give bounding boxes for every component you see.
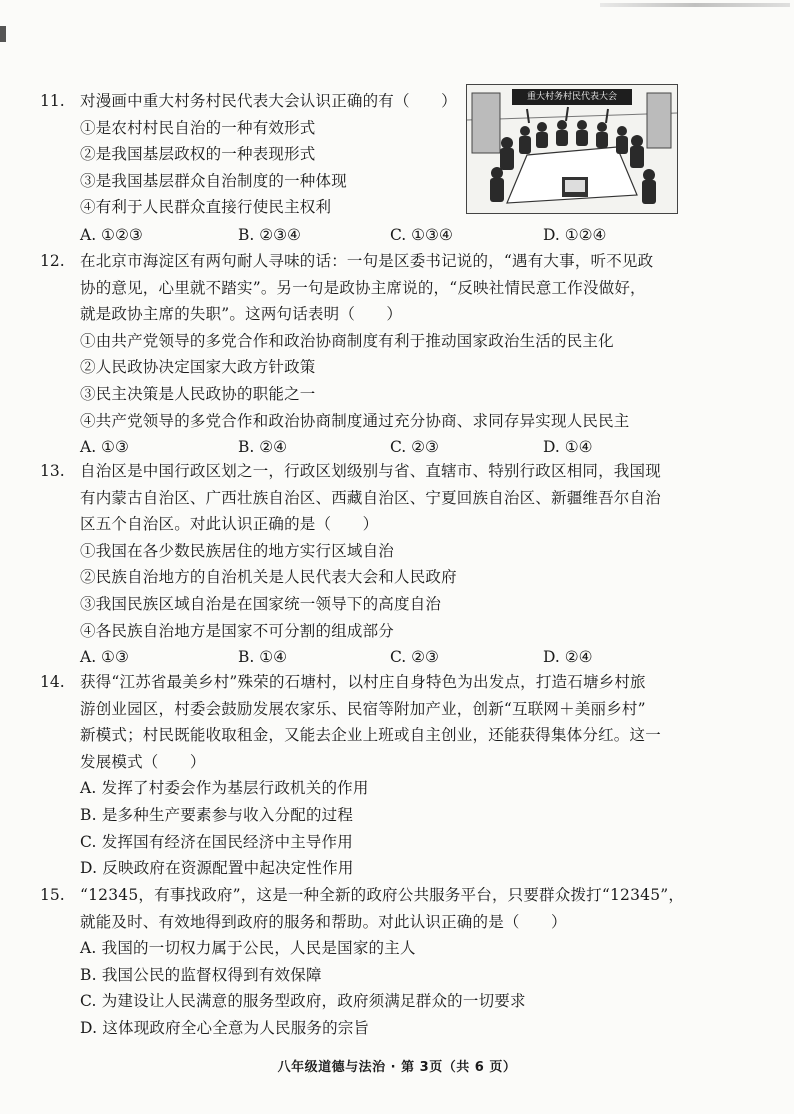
option-a[interactable]: A. ①②③ <box>80 226 143 244</box>
stem-line: 发展模式（ ） <box>80 752 206 771</box>
option-c[interactable]: C. ②③ <box>390 438 439 456</box>
option-d[interactable]: D. ②④ <box>543 648 593 666</box>
meeting-cartoon <box>466 84 678 214</box>
option-d[interactable]: D. ①④ <box>543 438 593 456</box>
question-stem <box>80 248 680 434</box>
option-c[interactable]: C. ②③ <box>390 648 439 666</box>
statement-item: ④有利于人民群众直接行使民主权利 <box>80 198 332 217</box>
option-d[interactable]: D. ①②④ <box>543 226 607 244</box>
choice-b[interactable]: B. 是多种生产要素参与收入分配的过程 <box>80 805 354 824</box>
option-c[interactable]: C. ①③④ <box>390 226 453 244</box>
question-number: 14. <box>40 673 65 691</box>
statement-item: ②人民政协决定国家大政方针政策 <box>80 358 316 377</box>
stem-line: 新模式；村民既能收取租金，又能去企业上班或自主创业，还能获得集体分红。这一 <box>80 726 661 745</box>
option-a[interactable]: A. ①③ <box>80 438 129 456</box>
statement-item: ③是我国基层群众自治制度的一种体现 <box>80 171 347 190</box>
choice-b[interactable]: B. 我国公民的监督权得到有效保障 <box>80 965 322 984</box>
question-number: 13. <box>40 462 65 480</box>
question-number: 15. <box>40 886 65 904</box>
statement-item: ①由共产党领导的多党合作和政治协商制度有利于推动国家政治生活的民主化 <box>80 331 614 350</box>
choice-a[interactable]: A. 发挥了村委会作为基层行政机关的作用 <box>80 779 369 798</box>
stem-line: 对漫画中重大村务村民代表大会认识正确的有（ ） <box>80 92 457 110</box>
question-stem <box>80 458 680 644</box>
stem-line: 获得“江苏省最美乡村”殊荣的石塘村，以村庄自身特色为出发点，打造石塘乡村旅 <box>80 673 646 691</box>
cartoon-banner: 重大村务村民代表大会 <box>512 89 632 105</box>
stem-line: 就是政协主席的失职”。这两句话表明（ ） <box>80 305 403 324</box>
stem-line: 游创业园区，村委会鼓励发展农家乐、民宿等附加产业，创新“互联网＋美丽乡村” <box>80 699 646 718</box>
option-a[interactable]: A. ①③ <box>80 648 129 666</box>
choice-c[interactable]: C. 发挥国有经济在国民经济中主导作用 <box>80 832 353 851</box>
stem-line: 区五个自治区。对此认识正确的是（ ） <box>80 515 379 534</box>
statement-item: ③我国民族区域自治是在国家统一领导下的高度自治 <box>80 594 442 613</box>
stem-line: 有内蒙古自治区、广西壮族自治区、西藏自治区、宁夏回族自治区、新疆维吾尔自治 <box>80 488 661 507</box>
page-footer: 八年级道德与法治 · 第 3页（共 6 页） <box>277 1060 517 1075</box>
question-number: 11. <box>40 92 65 110</box>
statement-item: ④各民族自治地方是国家不可分割的组成部分 <box>80 621 395 640</box>
stem-line: “12345，有事找政府”，这是一种全新的政府公共服务平台，只要群众拨打“12345”， <box>80 886 685 904</box>
question-stem <box>80 669 680 882</box>
choice-d[interactable]: D. 反映政府在资源配置中起决定性作用 <box>80 859 354 878</box>
statement-item: ②是我国基层政权的一种表现形式 <box>80 145 316 164</box>
answer-options <box>80 434 680 460</box>
choice-d[interactable]: D. 这体现政府全心全意为人民服务的宗旨 <box>80 1018 370 1037</box>
answer-options <box>80 222 680 248</box>
option-b[interactable]: B. ②③④ <box>238 226 301 244</box>
statement-item: ③民主决策是人民政协的职能之一 <box>80 384 316 403</box>
answer-options <box>80 644 680 670</box>
statement-item: ①是农村村民自治的一种有效形式 <box>80 118 316 137</box>
stem-line: 在北京市海淀区有两句耐人寻味的话：一句是区委书记说的，“遇有大事，听不见政 <box>80 252 654 270</box>
stem-line: 自治区是中国行政区划之一，行政区划级别与省、直辖市、特别行政区相同，我国现 <box>80 462 661 480</box>
statement-item: ①我国在各少数民族居住的地方实行区域自治 <box>80 541 395 560</box>
stem-line: 就能及时、有效地得到政府的服务和帮助。对此认识正确的是（ ） <box>80 912 567 931</box>
statement-item: ④共产党领导的多党合作和政治协商制度通过充分协商、求同存异实现人民民主 <box>80 411 630 430</box>
question-number: 12. <box>40 252 65 270</box>
choice-c[interactable]: C. 为建设让人民满意的服务型政府，政府须满足群众的一切要求 <box>80 992 526 1011</box>
choice-a[interactable]: A. 我国的一切权力属于公民，人民是国家的主人 <box>80 939 416 958</box>
statement-item: ②民族自治地方的自治机关是人民代表大会和人民政府 <box>80 568 457 587</box>
question-stem <box>80 882 685 1042</box>
option-b[interactable]: B. ②④ <box>238 438 288 456</box>
option-b[interactable]: B. ①④ <box>238 648 288 666</box>
stem-line: 协的意见，心里就不踏实”。另一句是政协主席说的，“反映社情民意工作没做好， <box>80 278 646 297</box>
